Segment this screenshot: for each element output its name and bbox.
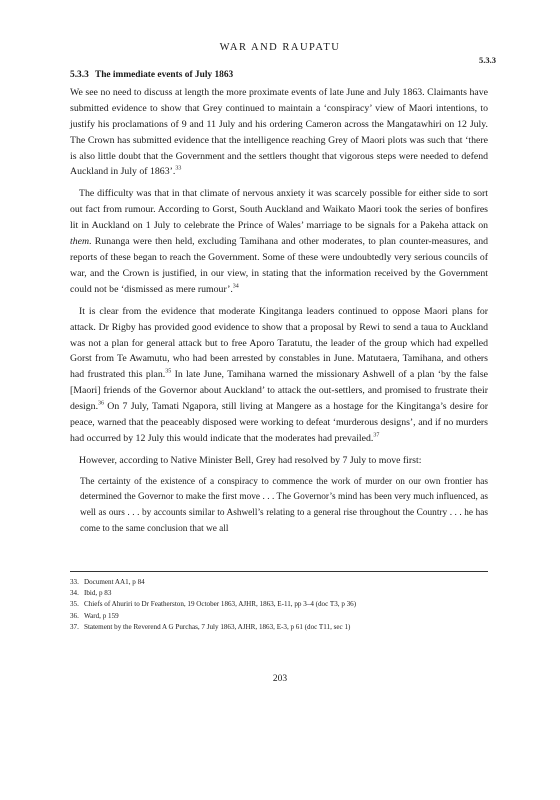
section-title: The immediate events of July 1863 — [94, 70, 234, 80]
body-text — [70, 68, 488, 537]
footnote-text: Ward, p 159 — [84, 611, 119, 620]
footnote-ref-35[interactable]: 35 — [165, 369, 172, 376]
section-heading — [70, 68, 488, 84]
paragraph-2-text-b: . Runanga were then held, excluding Tamihana and other moderates, to plan counter-measures, and reports of these began to reach the Government. Some of these were undoubtedly very serious councils of war, and the Crown is justified, in our view, in stating that the information received by the Government could not be ‘dismissed as mere rumour’. — [70, 236, 488, 295]
page-number: 203 — [272, 674, 288, 684]
footnote-34 — [70, 588, 488, 599]
footnote-text: Statement by the Reverend A G Purchas, 7 July 1863, AJHR, 1863, E-3, p 61 (doc T11, sec 1) — [84, 622, 351, 631]
paragraph-4: However, according to Native Minister Bell, Grey had resolved by 7 July to move first: — [79, 454, 422, 466]
section-reference: 5.3.3 — [479, 55, 496, 65]
footnote-text: Document AA1, p 84 — [84, 578, 145, 586]
paragraph-3-text-2: In late June, Tamihana warned the missionary Ashwell of a plan ‘by the false [Maori] friends of the Governor about Auckland’ to attack the out-settlers, and promised to frustrate their design. — [70, 369, 488, 413]
footnote-number: 36. — [70, 611, 79, 620]
footnote-rule — [70, 571, 488, 572]
paragraph-3 — [70, 304, 488, 447]
paragraph-1 — [70, 85, 488, 180]
footnote-36 — [70, 611, 488, 622]
footnote-number: 37. — [70, 622, 79, 631]
section-number: 5.3.3 — [70, 70, 89, 80]
footnotes — [70, 577, 488, 633]
paragraph-2 — [70, 186, 488, 297]
footnote-number: 35. — [70, 600, 79, 609]
footnote-text: Chiefs of Ahuriri to Dr Featherston, 19 October 1863, AJHR, 1863, E-11, pp 3–4 (doc T3, p 36) — [84, 600, 357, 609]
paragraph-2-text-a: The difficulty was that in that climate of nervous anxiety it was scarcely possible for either side to sort out fact from rumour. According to Gorst, South Auckland and Waikato Maori took the series of bonfires lit in Auckland on 1 July to celebrate the Prince of Wales’ marriage to be signals for a Pakeha attack on — [70, 188, 488, 232]
footnote-text: Ibid, p 83 — [84, 589, 112, 598]
footnote-ref-33[interactable]: 33 — [175, 166, 182, 173]
block-quote: The certainty of the existence of a conspiracy to commence the work of murder on our own frontier has determined the Governor to make the first move . . . The Governor’s mind has been very much influenced, as well as ours . . . by accounts similar to Ashwell’s relating to a general rise throughout the Country . . . he has come to the same conclusion that we all — [80, 476, 488, 534]
running-head: WAR AND RAUPATU — [219, 42, 341, 53]
footnote-33 — [70, 577, 488, 588]
footnote-number: 33. — [70, 578, 79, 586]
footnote-37 — [70, 622, 488, 633]
paragraph-3-text-3: On 7 July, Tamati Ngapora, still living at Mangere as a hostage for the Kingitanga’s desire for peace, warned that the peaceably disposed were working to defeat ‘murderous designs’, and if no murders had occurred by 12 July this would indicate that the moderates had prevailed. — [70, 401, 488, 444]
footnote-35 — [70, 599, 488, 610]
paragraph-2-emphasis: them — [70, 236, 90, 248]
paragraph-3-text-1: It is clear from the evidence that moderate Kingitanga leaders continued to oppose Maori plans for attack. Dr Rigby has provided good evidence to show that a proposal by Rewi to send a taua to Auckland was not a plan for general attack but to free Aporo Taratutu, the leader of the group which had expelled Gorst from Te Awamutu, who had been arrested by constables in June. Matutaera, Tamihana, and others had frustrated this plan. — [70, 305, 488, 381]
footnote-ref-37[interactable]: 37 — [373, 432, 380, 439]
footnote-ref-36[interactable]: 36 — [98, 400, 105, 407]
paragraph-1-text: We see no need to discuss at length the more proximate events of late June and July 1863. Claimants have submitted evidence to show that Grey continued to maintain a ‘conspiracy’ view of Maori intentions, to justify his proclamations of 9 and 11 July and his ordering Cameron across the Mangatawhiri on 12 July. The Crown has submitted evidence that the intelligence reaching Grey of Maori plots was such that ‘there is also little doubt that the Government and the settlers thought that vigorous steps were needed to defend Auckland in July of 1863’. — [70, 86, 488, 178]
footnote-ref-34[interactable]: 34 — [232, 283, 239, 290]
footnote-number: 34. — [70, 589, 79, 598]
